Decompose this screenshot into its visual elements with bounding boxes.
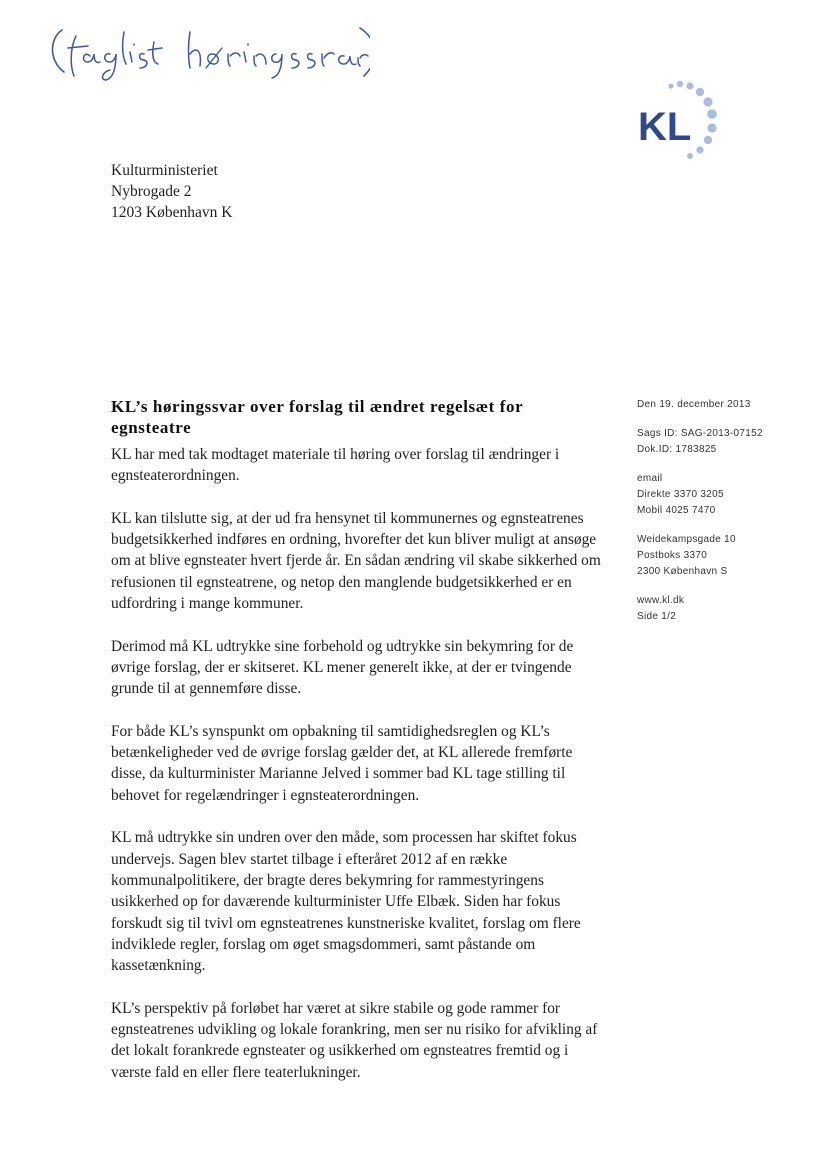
paragraph: KL må udtrykke sin undren over den måde, som processen har skiftet fokus undervejs. Sagen blev startet tilbage i efteråret 2012 af en række kommunalpolitikere, der bragte deres bekymring for rammestyringens usikkerhed op for daværende kulturminister Uffe Elbæk. Siden har fokus forskudt sig til tvivl om egnsteatrenes kunstneriske kvalitet, forslag om flere indviklede regler, forslag om øget smagsdommeri, samt påstande om kassetænkning. (111, 829, 581, 975)
letter-body (111, 444, 605, 1104)
paragraph: KL kan tilslutte sig, at der ud fra hensynet til kommunernes og egnsteatrenes budgetsikkerhed indføres en ordning, hvorefter det kun bliver muligt at ansøge om at blive egnsteater hvert fjerde år. En sådan ændring vil skabe sikkerhed om refusionen til egnsteatrene, og netop den manglende budgetsikkerhed er en udfordring i mange kommuner. (111, 509, 601, 613)
page-number: Side 1/2 (637, 611, 677, 622)
recipient-name: Kulturministeriet (111, 162, 218, 179)
paragraph: KL’s perspektiv på forløbet har været at sikre stabile og gode rammer for egnsteatrenes udvikling og lokale forankring, men ser nu risiko for afvikling af det lokalt forankrede egnsteater og usikkerhed om egnsteatres fremtid og i værste fald en eller flere teaterlukninger. (111, 999, 598, 1081)
letter-subject: KL’s høringssvar over forslag til ændret regelsæt for egnsteatre (111, 397, 523, 437)
letter-date: Den 19. december 2013 (637, 399, 751, 410)
mobile-phone: Mobil 4025 7470 (637, 505, 716, 516)
direct-phone: Direkte 3370 3205 (637, 489, 724, 500)
paragraph: Derimod må KL udtrykke sine forbehold og udtrykke sin bekymring for de øvrige forslag, der er skitseret. KL mener generelt ikke, at der er tvingende grunde til at gennemføre disse. (111, 637, 574, 698)
recipient-city: 1203 København K (111, 204, 233, 221)
document-id: Dok.ID: 1783825 (637, 444, 717, 455)
website: www.kl.dk (637, 595, 685, 606)
recipient-street: Nybrogade 2 (111, 183, 192, 200)
sender-city: 2300 København S (637, 566, 728, 577)
paragraph: KL har med tak modtaget materiale til høring over forslag til ændringer i egnsteaterordningen. (111, 446, 560, 485)
email-label: email (637, 473, 663, 484)
paragraph: For både KL’s synspunkt om opbakning til samtidighedsreglen og KL’s betænkeligheder ved de øvrige forslag gælder det, at KL allerede fremførte disse, da kulturminister Marianne Jelved i sommer bad KL tage stilling til behovet for regelændringer i egnsteaterordningen. (111, 722, 573, 804)
case-id: Sags ID: SAG-2013-07152 (637, 428, 763, 439)
recipient-address (111, 160, 232, 223)
kl-logo (630, 76, 730, 166)
logo-text: KL (638, 105, 692, 149)
sender-pobox: Postboks 3370 (637, 550, 708, 561)
letter-metadata (637, 397, 763, 638)
sender-street: Weidekampsgade 10 (637, 534, 736, 545)
handwritten-note (40, 18, 370, 88)
